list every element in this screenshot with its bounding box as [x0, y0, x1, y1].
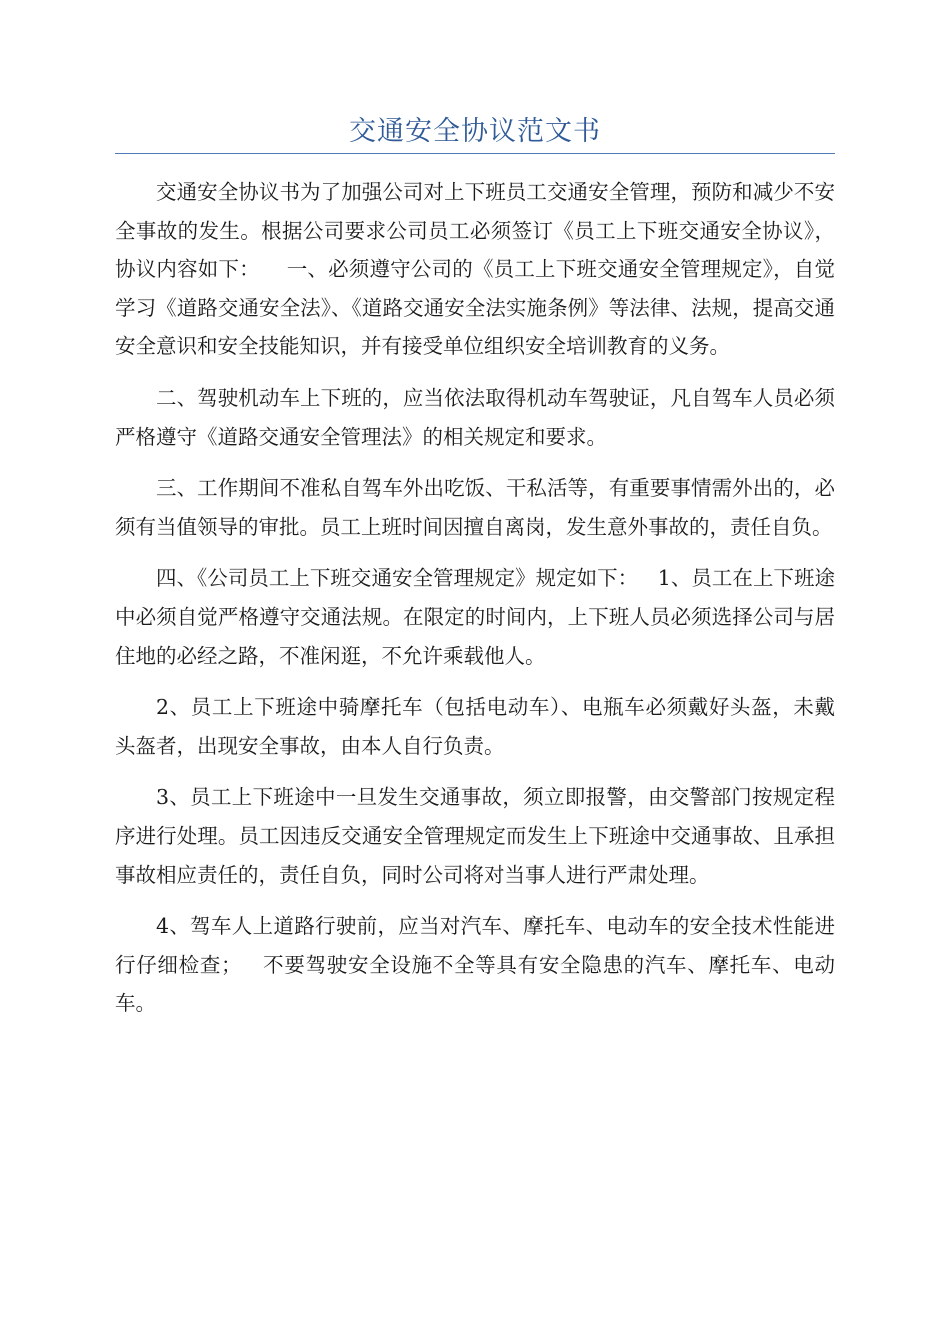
- document-title: 交通安全协议范文书: [349, 116, 601, 147]
- document-body: [115, 173, 835, 1036]
- paragraph-clause-3: 三、工作期间不准私自驾车外出吃饭、干私活等，有重要事情需外出的，必须有当值领导的审批。员工上班时间因擅自离岗，发生意外事故的，责任自负。: [115, 476, 835, 539]
- paragraph-clause-4: 四、《公司员工上下班交通安全管理规定》规定如下： 1、员工在上下班途中必须自觉严格遵守交通法规。在限定的时间内，上下班人员必须选择公司与居住地的必经之路，不准闲逛，不允许乘载他人。: [115, 566, 835, 668]
- paragraph-rule-3: 3、员工上下班途中一旦发生交通事故，须立即报警，由交警部门按规定程序进行处理。员工因违反交通安全管理规定而发生上下班途中交通事故、且承担事故相应责任的，责任自负，同时公司将对当事人进行严肃处理。: [115, 785, 835, 887]
- paragraph-rule-4: 4、驾车人上道路行驶前，应当对汽车、摩托车、电动车的安全技术性能进行仔细检查； 不要驾驶安全设施不全等具有安全隐患的汽车、摩托车、电动车。: [115, 914, 835, 1016]
- title-underline: [115, 153, 835, 154]
- paragraph-clause-2: 二、驾驶机动车上下班的，应当依法取得机动车驾驶证，凡自驾车人员必须严格遵守《道路交通安全管理法》的相关规定和要求。: [115, 385, 835, 449]
- paragraph-intro: 交通安全协议书为了加强公司对上下班员工交通安全管理，预防和减少不安全事故的发生。根据公司要求公司员工必须签订《员工上下班交通安全协议》，协议内容如下： 一、必须遵守公司的《员工上下班交通安全管理规定》，自觉学习《道路交通安全法》、《道路交通安全法实施条例》等法律、法规，提高交通安全意识和安全技能知识，并有接受单位组织安全培训教育的义务。: [115, 180, 835, 359]
- paragraph-rule-2: 2、员工上下班途中骑摩托车（包括电动车）、电瓶车必须戴好头盔，未戴头盔者，出现安全事故，由本人自行负责。: [115, 695, 835, 758]
